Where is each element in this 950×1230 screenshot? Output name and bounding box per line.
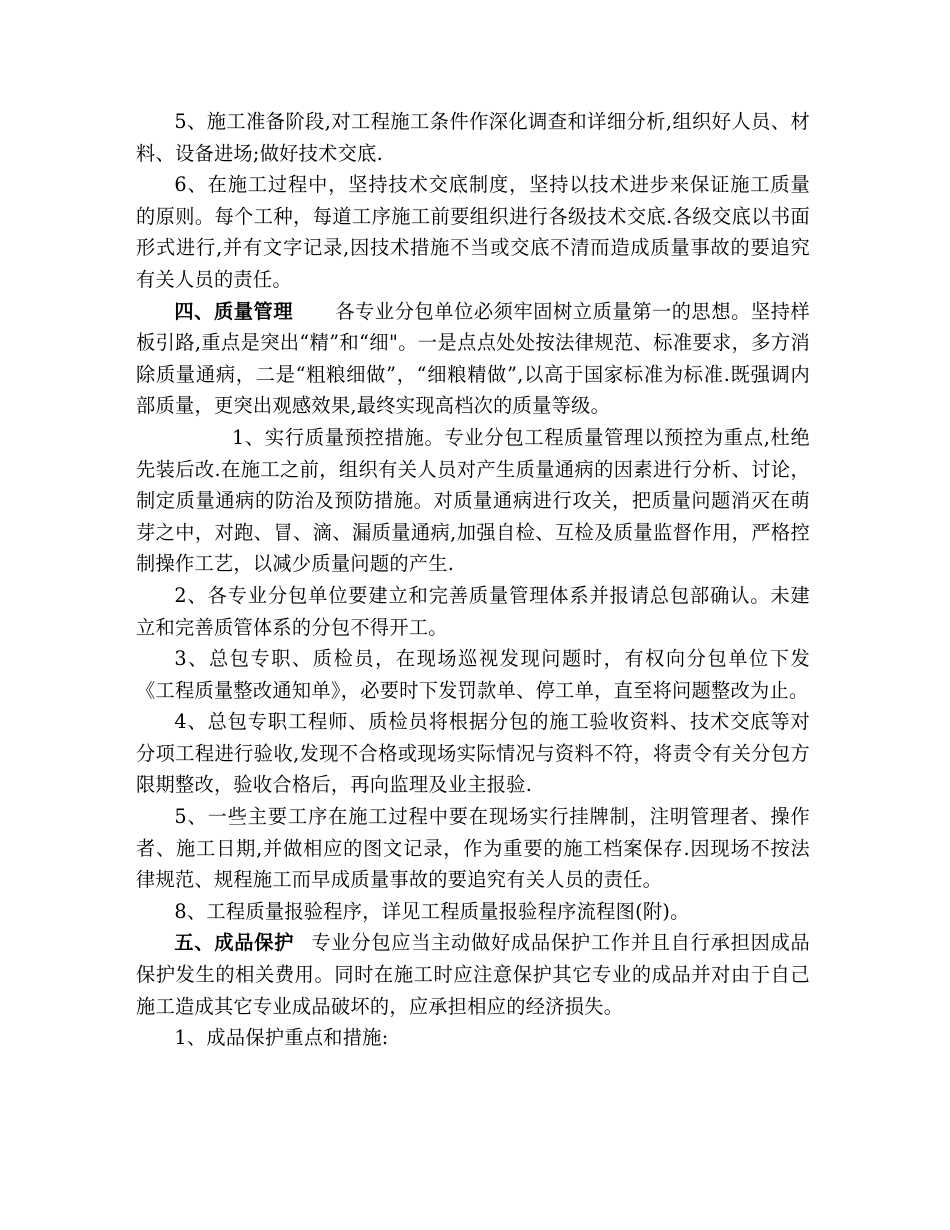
section-quality-text: 各专业分包单位必须牢固树立质量第一的思想。坚持样板引路,重点是突出“精”和“细"。一是点点处处按法律规范、标准要求，多方消除质量通病，二是“粗粮细做”，“细粮精做”,以高于国家标准为标准.既强调内部质量，更突出观感效果,最终实现高档次的质量等级。 (136, 299, 810, 418)
section-heading-quality: 四、质量管理 (174, 299, 294, 323)
paragraph-tech-briefing: 6、在施工过程中，坚持技术交底制度，坚持以技术进步来保证施工质量的原则。每个工种，每道工序施工前要组织进行各级技术交底.各级交底以书面形式进行,并有文字记录,因技术措施不当或交底不清而造成质量事故的要追究有关人员的责任。 (136, 173, 810, 291)
section-heading-protection: 五、成品保护 (174, 931, 295, 955)
paragraph-inspector-rights: 3、总包专职、质检员，在现场巡视发现问题时，有权向分包单位下发《工程质量整改通知单》，必要时下发罚款单、停工单，直至将问题整改为止。 (136, 647, 810, 702)
document-page (136, 106, 810, 1054)
paragraph-quality-precontrol: 1、实行质量预控措施。专业分包工程质量管理以预控为重点,杜绝先装后改.在施工之前，组织有关人员对产生质量通病的因素进行分析、讨论，制定质量通病的防治及预防措施。对质量通病进行攻关，把质量问题消灭在萌芽之中，对跑、冒、滴、漏质量通病,加强自检、互检及质量监督作用，严格控制操作工艺，以减少质量问题的产生. (136, 425, 810, 576)
paragraph-prep-stage: 5、施工准备阶段,对工程施工条件作深化调查和详细分析,组织好人员、材料、设备进场;做好技术交底. (136, 110, 810, 165)
paragraph-protection-key-points: 1、成品保护重点和措施: (174, 1026, 389, 1050)
section-product-protection (136, 927, 810, 1022)
paragraph-quality-system: 2、各专业分包单位要建立和完善质量管理体系并报请总包部确认。未建立和完善质管体系的分包不得开工。 (136, 583, 810, 639)
section-protection-text: 专业分包应当主动做好成品保护工作并且自行承担因成品保护发生的相关费用。同时在施工时应注意保护其它专业的成品并对由于自己施工造成其它专业成品破坏的，应承担相应的经济损失。 (136, 931, 810, 1018)
paragraph-tagging-system: 5、一些主要工序在施工过程中要在现场实行挂牌制，注明管理者、操作者、施工日期,并做相应的图文记录，作为重要的施工档案保存.因现场不按法律规范、规程施工而早成质量事故的要追究有关人员的责任。 (136, 805, 810, 892)
paragraph-acceptance: 4、总包专职工程师、质检员将根据分包的施工验收资料、技术交底等对分项工程进行验收,发现不合格或现场实际情况与资料不符，将责令有关分包方限期整改，验收合格后，再向监理及业主报验. (136, 710, 810, 797)
section-quality-management (136, 296, 810, 422)
paragraph-inspection-procedure: 8、工程质量报验程序，详见工程质量报验程序流程图(附)。 (174, 899, 690, 923)
